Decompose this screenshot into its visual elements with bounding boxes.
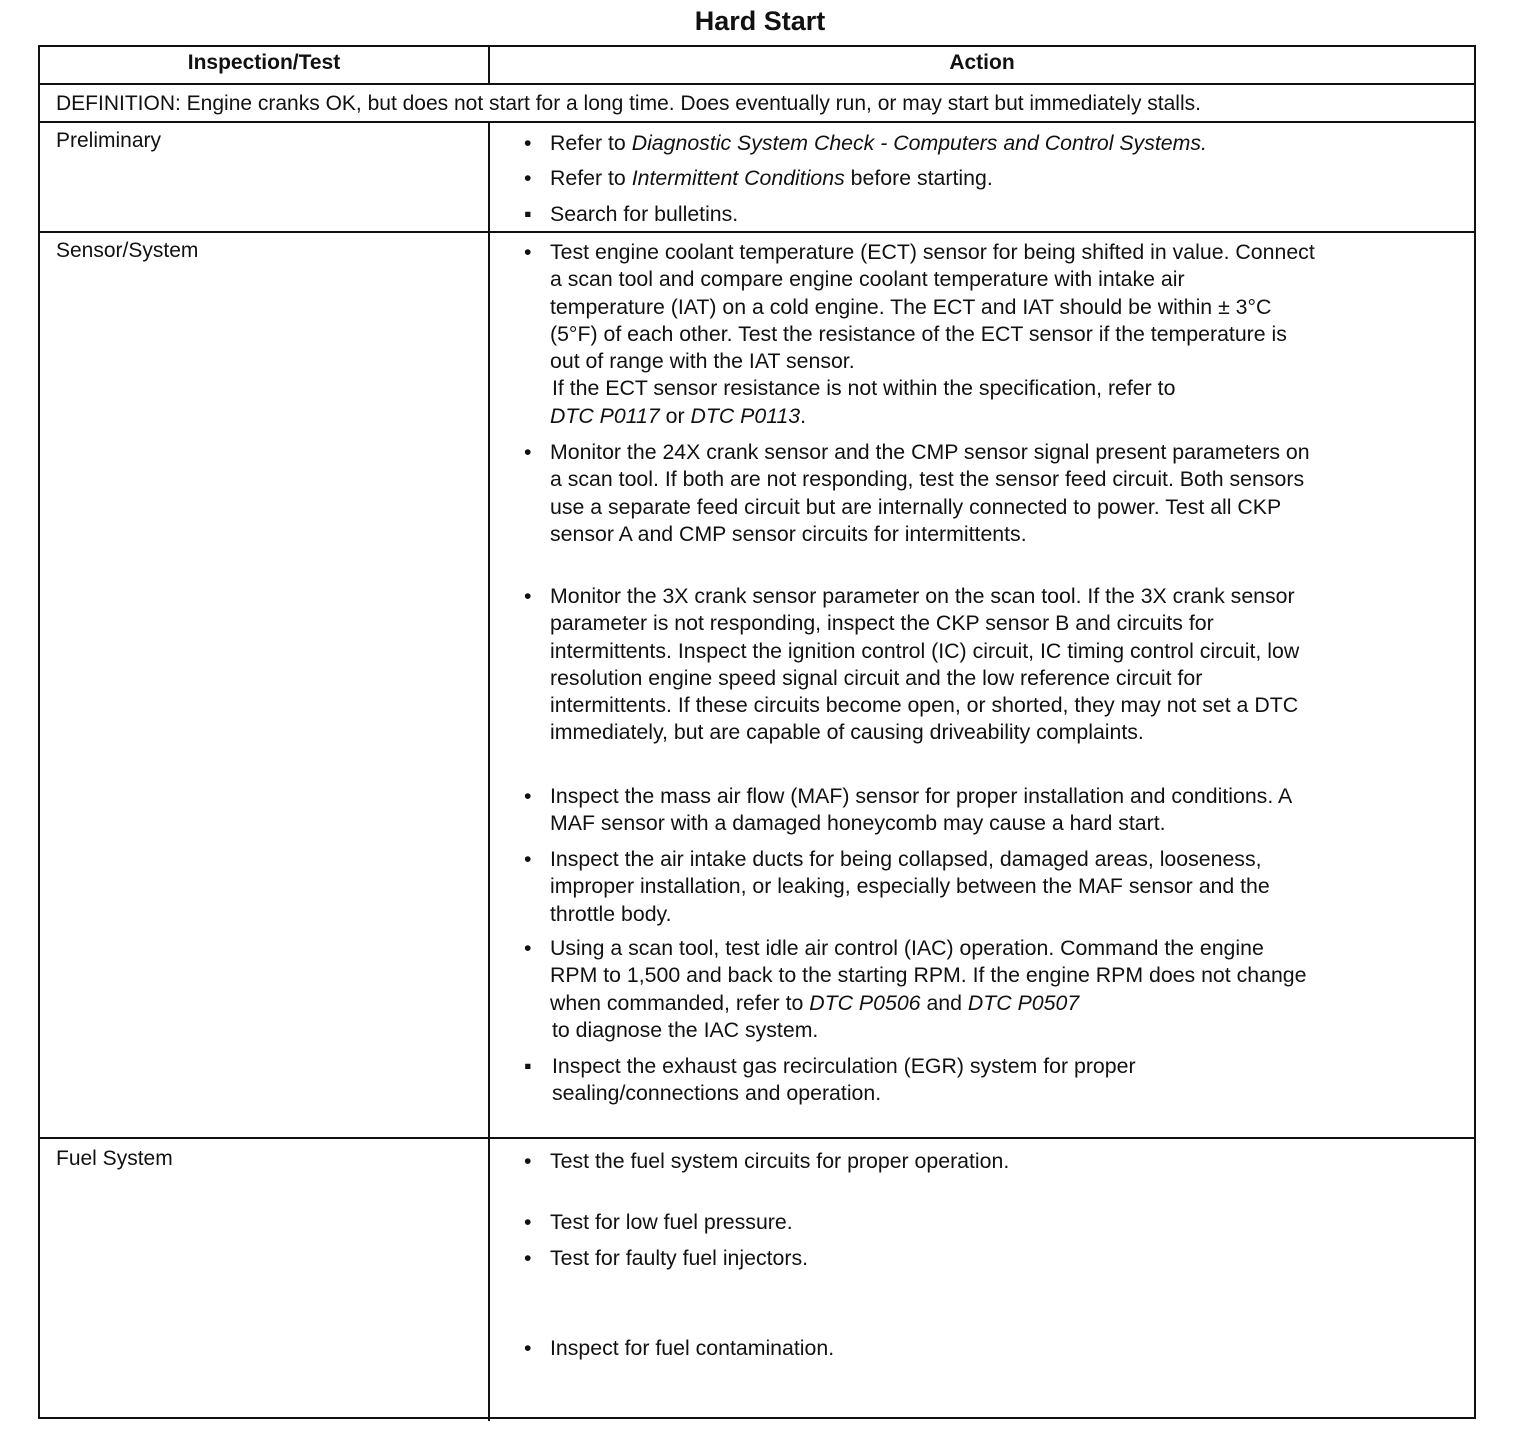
row-divider	[40, 83, 1474, 85]
text-segment: sealing/connections and operation.	[552, 1081, 882, 1106]
action-bullet	[524, 846, 1270, 928]
text-segment: intermittents. Inspect the ignition control (IC) circuit, IC timing control circuit, low	[550, 638, 1300, 663]
bullet-line	[552, 1080, 1136, 1107]
action-bullet	[524, 1335, 834, 1362]
bullet-line	[550, 348, 1315, 375]
bullet-icon: •	[524, 847, 532, 871]
reference-text: DTC P0117	[550, 403, 660, 428]
text-segment: throttle body.	[550, 901, 672, 926]
bullet-icon: •	[524, 131, 532, 155]
bullet-icon: •	[524, 166, 532, 190]
bullet-icon: •	[524, 1246, 532, 1270]
bullet-icon: •	[524, 1210, 532, 1234]
text-segment: temperature (IAT) on a cold engine. The ECT and IAT should be within ± 3°C	[550, 294, 1272, 319]
text-segment: sensor A and CMP sensor circuits for intermittents.	[550, 521, 1027, 546]
bullet-line	[550, 165, 993, 192]
text-segment: Using a scan tool, test idle air control (IAC) operation. Command the engine	[550, 936, 1264, 960]
bullet-icon: ▪	[524, 1054, 532, 1078]
text-segment: Test the fuel system circuits for proper operation.	[550, 1149, 1010, 1173]
bullet-line	[550, 494, 1310, 521]
bullet-line	[550, 583, 1299, 610]
row-label: Fuel System	[56, 1147, 173, 1170]
bullet-icon: •	[524, 1149, 532, 1173]
text-segment: Monitor the 3X crank sensor parameter on the scan tool. If the 3X crank sensor	[550, 584, 1295, 608]
row-label: Sensor/System	[56, 239, 199, 262]
text-segment: before starting.	[844, 166, 993, 190]
text-segment: improper installation, or leaking, especially between the MAF sensor and the	[550, 874, 1270, 899]
bullet-icon: ▪	[524, 202, 532, 226]
action-bullet	[524, 165, 993, 192]
bullet-line	[550, 1245, 808, 1272]
text-segment: Inspect for fuel contamination.	[550, 1336, 835, 1360]
text-segment: a scan tool and compare engine coolant temperature with intake air	[550, 267, 1185, 292]
reference-text: DTC P0507	[967, 990, 1080, 1015]
text-segment: Refer to	[550, 131, 632, 155]
action-bullet	[524, 1148, 1009, 1175]
bullet-icon: •	[524, 440, 532, 464]
reference-text: DTC P0506	[809, 990, 921, 1015]
bullet-icon: •	[524, 784, 532, 808]
text-segment: Monitor the 24X crank sensor and the CMP sensor signal present parameters on	[550, 440, 1310, 464]
column-divider	[488, 121, 490, 1421]
text-segment: intermittents. If these circuits become open, or shorted, they may not set a DTC	[550, 693, 1299, 718]
bullet-line	[550, 665, 1299, 692]
definition-text: DEFINITION: Engine cranks OK, but does not start for a long time. Does eventually run, or may start but immediately stalls.	[56, 92, 1201, 115]
text-segment: to diagnose the IAC system.	[552, 1017, 819, 1042]
text-segment: Inspect the mass air flow (MAF) sensor for proper installation and conditions. A	[550, 784, 1293, 808]
row-divider	[40, 1137, 1474, 1139]
reference-text: Diagnostic System Check - Computers and Control Systems.	[631, 131, 1207, 155]
text-segment: Search for bulletins.	[550, 202, 739, 226]
reference-text: DTC P0113	[690, 403, 801, 428]
text-segment: Test for faulty fuel injectors.	[550, 1246, 809, 1270]
bullet-line	[550, 521, 1310, 548]
bullet-line	[550, 962, 1306, 989]
text-segment: immediately, but are capable of causing driveability complaints.	[550, 720, 1144, 745]
bullet-line	[550, 990, 1306, 1017]
bullet-line	[550, 873, 1270, 900]
action-bullet	[524, 1053, 1136, 1108]
bullet-icon: •	[524, 936, 532, 960]
action-bullet	[524, 935, 1306, 1044]
text-segment: Test engine coolant temperature (ECT) sensor for being shifted in value. Connect	[550, 240, 1315, 264]
text-segment: .	[800, 403, 807, 428]
bullet-icon: •	[524, 240, 532, 264]
bullet-line	[550, 130, 1207, 157]
bullet-line	[550, 294, 1315, 321]
page-title: Hard Start	[694, 6, 826, 36]
bullet-line	[550, 239, 1315, 266]
bullet-line	[550, 719, 1299, 746]
text-segment: use a separate feed circuit but are internally connected to power. Test all CKP	[550, 494, 1282, 519]
reference-text: Intermittent Conditions	[631, 166, 845, 190]
bullet-line	[550, 403, 1315, 430]
bullet-line	[550, 1148, 1009, 1175]
action-bullet	[524, 130, 1207, 157]
bullet-line	[550, 901, 1270, 928]
bullet-line	[552, 1053, 1136, 1080]
hard-start-table	[38, 45, 1476, 1419]
bullet-line	[550, 610, 1299, 637]
bullet-line	[552, 375, 1315, 402]
bullet-line	[550, 1209, 793, 1236]
text-segment: Refer to	[550, 166, 632, 190]
text-segment: and	[920, 990, 968, 1015]
row-label: Preliminary	[56, 129, 162, 152]
action-bullet	[524, 583, 1299, 747]
action-bullet	[524, 1209, 793, 1236]
text-segment: Inspect the exhaust gas recirculation (EGR) system for proper	[552, 1054, 1136, 1078]
bullet-line	[550, 321, 1315, 348]
bullet-line	[550, 846, 1270, 873]
text-segment: resolution engine speed signal circuit and the low reference circuit for	[550, 665, 1203, 690]
bullet-line	[550, 439, 1310, 466]
action-bullet	[524, 1245, 808, 1272]
row-divider	[40, 121, 1474, 123]
bullet-line	[550, 266, 1315, 293]
bullet-line	[550, 1335, 834, 1362]
bullet-line	[550, 783, 1292, 810]
header-inspection-test: Inspection/Test	[187, 51, 341, 74]
bullet-line	[550, 466, 1310, 493]
text-segment: or	[659, 403, 691, 428]
bullet-line	[550, 638, 1299, 665]
bullet-line	[550, 201, 738, 228]
text-segment: Test for low fuel pressure.	[550, 1210, 793, 1234]
text-segment: RPM to 1,500 and back to the starting RPM. If the engine RPM does not change	[550, 963, 1307, 988]
row-divider	[40, 231, 1474, 233]
bullet-line	[550, 692, 1299, 719]
bullet-line	[550, 810, 1292, 837]
action-bullet	[524, 201, 738, 228]
bullet-icon: •	[524, 584, 532, 608]
bullet-icon: •	[524, 1336, 532, 1360]
text-segment: out of range with the IAT sensor.	[550, 349, 855, 374]
action-bullet	[524, 783, 1292, 838]
text-segment: a scan tool. If both are not responding, test the sensor feed circuit. Both sensors	[550, 467, 1305, 492]
text-segment: when commanded, refer to	[550, 990, 810, 1015]
text-segment: MAF sensor with a damaged honeycomb may cause a hard start.	[550, 811, 1166, 836]
text-segment: parameter is not responding, inspect the CKP sensor B and circuits for	[550, 611, 1214, 636]
action-bullet	[524, 439, 1310, 548]
text-segment: Inspect the air intake ducts for being collapsed, damaged areas, looseness,	[550, 847, 1262, 871]
action-bullet	[524, 239, 1315, 430]
text-segment: If the ECT sensor resistance is not within the specification, refer to	[552, 376, 1176, 401]
bullet-line	[550, 935, 1306, 962]
bullet-line	[552, 1017, 1306, 1044]
text-segment: (5°F) of each other. Test the resistance of the ECT sensor if the temperature is	[550, 321, 1287, 346]
header-action: Action	[949, 51, 1015, 74]
